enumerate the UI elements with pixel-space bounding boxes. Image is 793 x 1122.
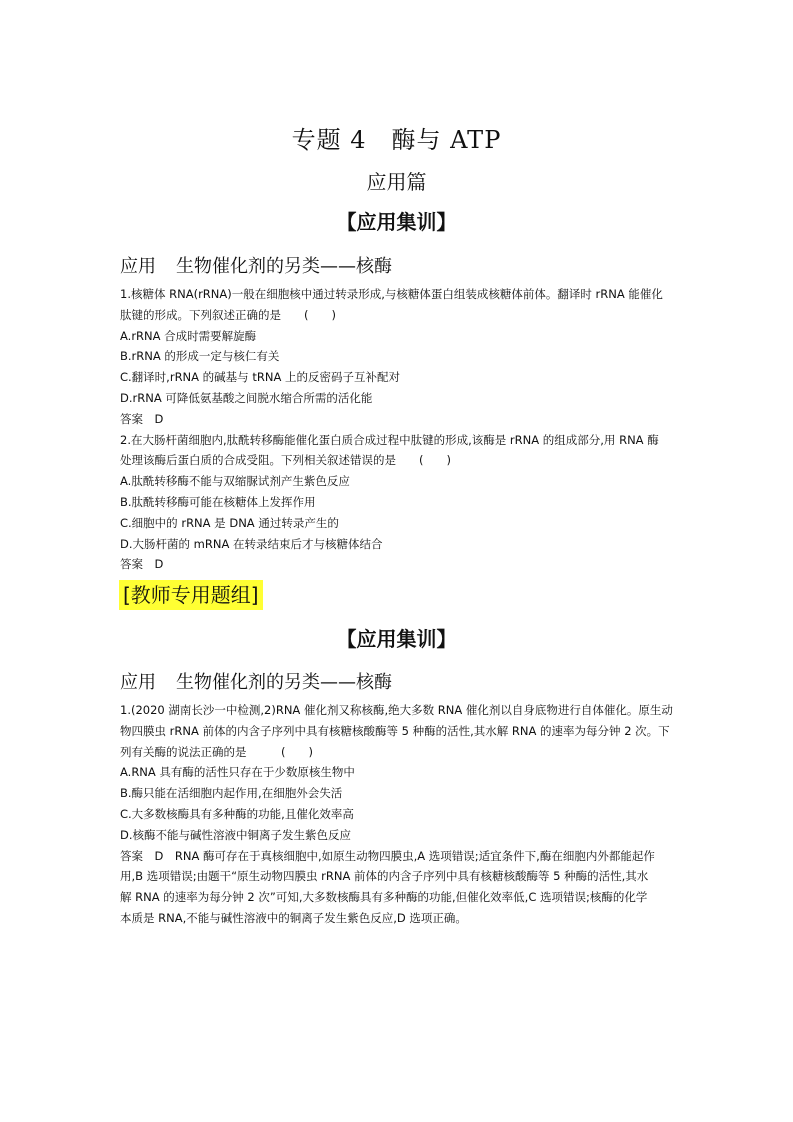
- text-line: C.翻译时,rRNA 的碱基与 tRNA 上的反密码子互补配对: [120, 370, 400, 385]
- answer-line: 答案 D: [120, 411, 164, 426]
- text-line: A.肽酰转移酶不能与双缩脲试剂产生紫色反应: [120, 474, 350, 489]
- teacher-group-highlight: [教师专用题组]: [119, 580, 263, 610]
- text-line: D.大肠杆菌的 mRNA 在转录结束后才与核糖体结合: [120, 536, 383, 551]
- part1-section-title: 生物催化剂的另类——核酶: [176, 256, 392, 277]
- part1-section-label: 应用: [120, 256, 156, 277]
- answer-line: 答案 D: [120, 557, 164, 572]
- text-line: D.核酶不能与碱性溶液中铜离子发生紫色反应: [120, 827, 352, 842]
- text-line: 1.核糖体 RNA(rRNA)一般在细胞核中通过转录形成,与核糖体蛋白组装成核糖体前体。翻译时 rRNA 能催化: [120, 287, 663, 301]
- text-line: C.大多数核酶具有多种酶的功能,且催化效率高: [120, 806, 354, 821]
- page-title: 专题 4 酶与 ATP: [291, 126, 502, 154]
- part2-questions: [120, 700, 680, 929]
- text-line: B.rRNA 的形成一定与核仁有关: [120, 349, 280, 364]
- text-line: 解 RNA 的速率为每分钟 2 次”可知,大多数核酶具有多种酶的功能,但催化效率低,C 选项错误;核酶的化学: [120, 890, 648, 905]
- part1-heading: 【应用集训】: [336, 210, 457, 234]
- text-line: 本质是 RNA,不能与碱性溶液中的铜离子发生紫色反应,D 选项正确。: [120, 910, 467, 925]
- text-line: B.肽酰转移酶可能在核糖体上发挥作用: [120, 494, 316, 509]
- text-line: C.细胞中的 rRNA 是 DNA 通过转录产生的: [120, 515, 339, 530]
- part2-section-heading: [120, 668, 392, 694]
- part2-heading: 【应用集训】: [336, 627, 457, 651]
- text-line: B.酶只能在活细胞内起作用,在细胞外会失活: [120, 786, 343, 801]
- page-subtitle: 应用篇: [366, 170, 427, 194]
- text-line: A.RNA 具有酶的活性只存在于少数原核生物中: [120, 765, 355, 780]
- text-line: D.rRNA 可降低氨基酸之间脱水缩合所需的活化能: [120, 390, 373, 405]
- text-line: 肽键的形成。下列叙述正确的是 ( ): [120, 307, 336, 322]
- text-line: 2.在大肠杆菌细胞内,肽酰转移酶能催化蛋白质合成过程中肽键的形成,该酶是 rRNA 的组成部分,用 RNA 酶: [120, 432, 659, 447]
- text-line: A.rRNA 合成时需要解旋酶: [120, 328, 257, 343]
- text-line: 物四膜虫 rRNA 前体的内含子序列中具有核糖核酸酶等 5 种酶的活性,其水解 RNA 的速率为每分钟 2 次。下: [120, 723, 670, 738]
- text-line: 用,B 选项错误;由题干“原生动物四膜虫 rRNA 前体的内含子序列中具有核糖核酸酶等 5 种酶的活性,其水: [120, 869, 649, 884]
- part1-section-heading: [120, 252, 392, 278]
- answer-line: 答案 D RNA 酶可存在于真核细胞中,如原生动物四膜虫,A 选项错误;适宜条件下,酶在细胞内外都能起作: [120, 848, 655, 863]
- text-line: 处理该酶后蛋白质的合成受阻。下列相关叙述错误的是 ( ): [120, 453, 451, 468]
- part2-section-label: 应用: [120, 672, 156, 693]
- part1-questions: [120, 284, 680, 575]
- text-line: 1.(2020 湖南长沙一中检测,2)RNA 催化剂又称核酶,绝大多数 RNA 催化剂以自身底物进行自体催化。原生动: [120, 703, 673, 717]
- text-line: 列有关酶的说法正确的是 ( ): [120, 744, 313, 759]
- part2-section-title: 生物催化剂的另类——核酶: [176, 672, 392, 693]
